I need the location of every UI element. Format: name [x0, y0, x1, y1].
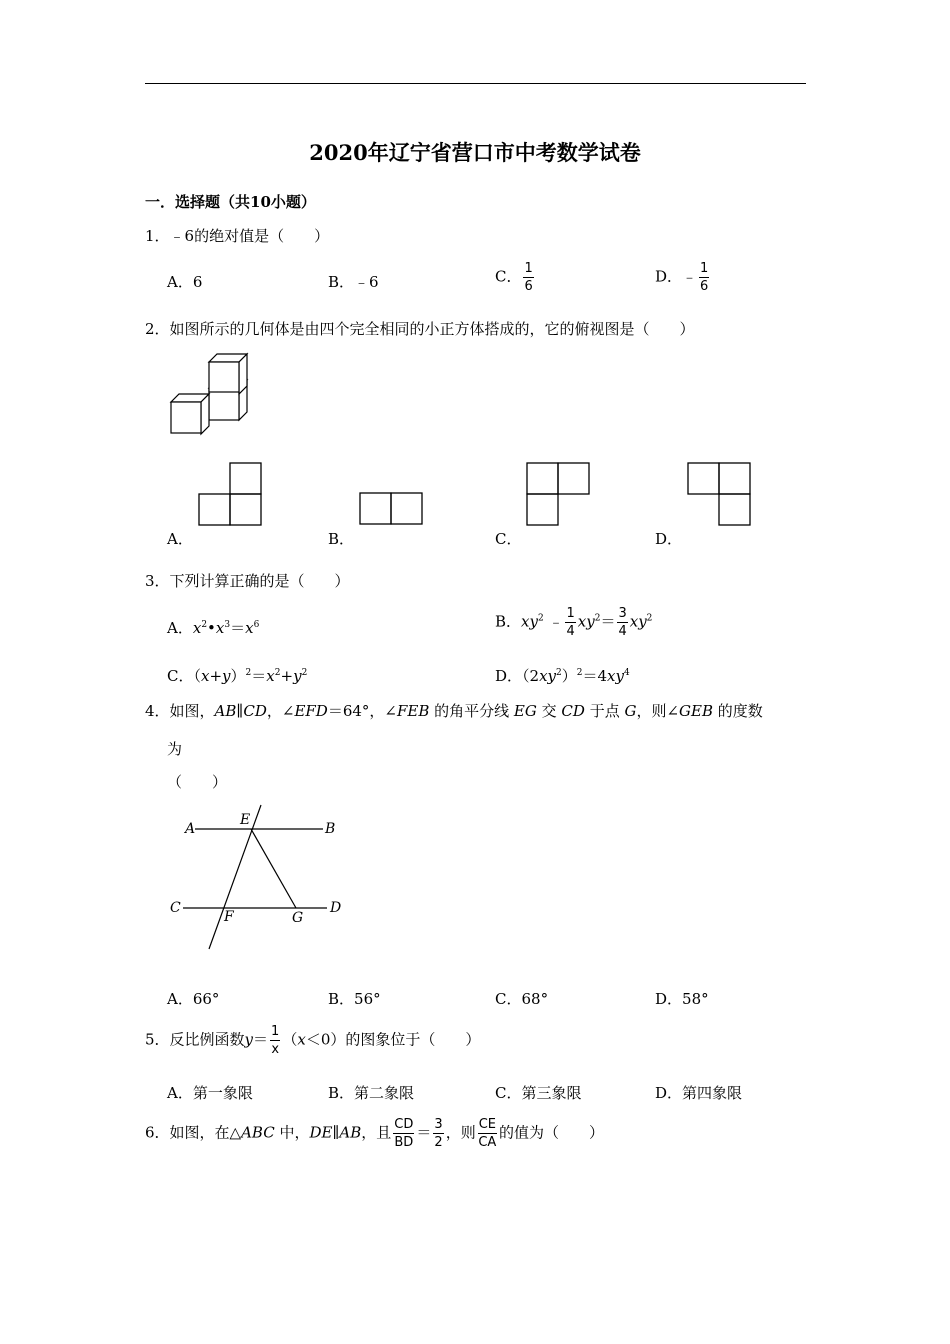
fraction: $\frac{CE}{CA}$	[478, 1117, 497, 1150]
q2-option-a-figure	[198, 462, 264, 526]
q4-option-b: B．56°	[328, 990, 381, 1008]
label-d: D	[330, 900, 342, 916]
q3-option-b: B．$xy^2$ ﹣ $\frac{1}{4}$ $xy^2=$ $\frac{3}{4}$ $xy^2$	[495, 606, 653, 639]
q2-option-b-figure	[359, 492, 425, 526]
q4-option-d: D．58°	[655, 990, 709, 1008]
q1-option-c: C． $\frac{1}{6}$	[495, 261, 533, 294]
q3-option-c: C．$(x+y)^2=x^2+y^2$	[167, 667, 308, 685]
cube-solid-figure	[165, 350, 255, 440]
page-title: 2020年辽宁省营口市中考数学试卷	[309, 140, 641, 165]
q5-option-d: D．第四象限	[655, 1084, 743, 1102]
label-g: G	[292, 910, 304, 926]
question-4-blank: （ ）	[167, 773, 228, 791]
q1-option-b: B．﹣6	[328, 273, 379, 291]
q2-option-c-figure	[526, 462, 592, 526]
label-f: F	[224, 909, 234, 925]
question-3-stem: 3．下列计算正确的是（ ）	[145, 572, 350, 590]
q2-option-a: A．	[167, 530, 193, 548]
fraction: $\frac{1}{x}$	[271, 1024, 280, 1057]
section-heading: 一．选择题（共10小题）	[145, 193, 316, 211]
question-5-stem: 5．反比例函数y＝ $\frac{1}{x}$ （x＜0）的图象位于（ ）	[145, 1024, 481, 1057]
fraction: $\frac{3}{2}$	[434, 1117, 443, 1150]
q2-option-c: C．	[495, 530, 522, 548]
fraction: $\frac{1}{4}$	[566, 606, 575, 639]
q3-option-d: D．$(2xy^2)^2=4xy^4$	[495, 667, 630, 685]
parallel-lines-figure	[165, 800, 355, 955]
label-a: A	[185, 821, 196, 837]
label-e: E	[240, 812, 251, 828]
label-c: C	[170, 900, 181, 916]
question-4-stem: 4．如图，AB∥CD，∠EFD＝64°，∠FEB 的角平分线 EG 交 CD 于点 G，则∠GEB 的度数	[145, 702, 763, 720]
q4-option-c: C．68°	[495, 990, 549, 1008]
fraction: $\frac{3}{4}$	[618, 606, 627, 639]
q2-option-d: D．	[655, 530, 683, 548]
fraction: $\frac{1}{6}$	[524, 261, 533, 294]
q1-option-a: A．6	[167, 273, 203, 291]
question-1-stem: 1．﹣6的绝对值是（ ）	[145, 227, 330, 245]
q1-option-d: D．﹣ $\frac{1}{6}$	[655, 261, 709, 294]
fraction: $\frac{CD}{BD}$	[394, 1117, 414, 1150]
q3-option-a: A．$x^2•x^3=x^6$	[167, 619, 260, 637]
q2-option-b: B．	[328, 530, 355, 548]
label-b: B	[325, 821, 336, 837]
header-rule	[145, 83, 806, 84]
q5-option-b: B．第二象限	[328, 1084, 415, 1102]
q2-option-d-figure	[687, 462, 753, 526]
q5-option-c: C．第三象限	[495, 1084, 582, 1102]
question-6-stem: 6．如图，在△ABC 中，DE∥AB，且 $\frac{CD}{BD}$ ＝ $\frac{3}{2}$ ，则 $\frac{CE}{CA}$ 的值为（ ）	[145, 1117, 605, 1150]
fraction: $\frac{1}{6}$	[700, 261, 709, 294]
q4-option-a: A．66°	[167, 990, 220, 1008]
question-2-stem: 2．如图所示的几何体是由四个完全相同的小正方体搭成的，它的俯视图是（ ）	[145, 320, 695, 338]
q5-option-a: A．第一象限	[167, 1084, 253, 1102]
question-4-stem-cont: 为	[167, 740, 183, 758]
